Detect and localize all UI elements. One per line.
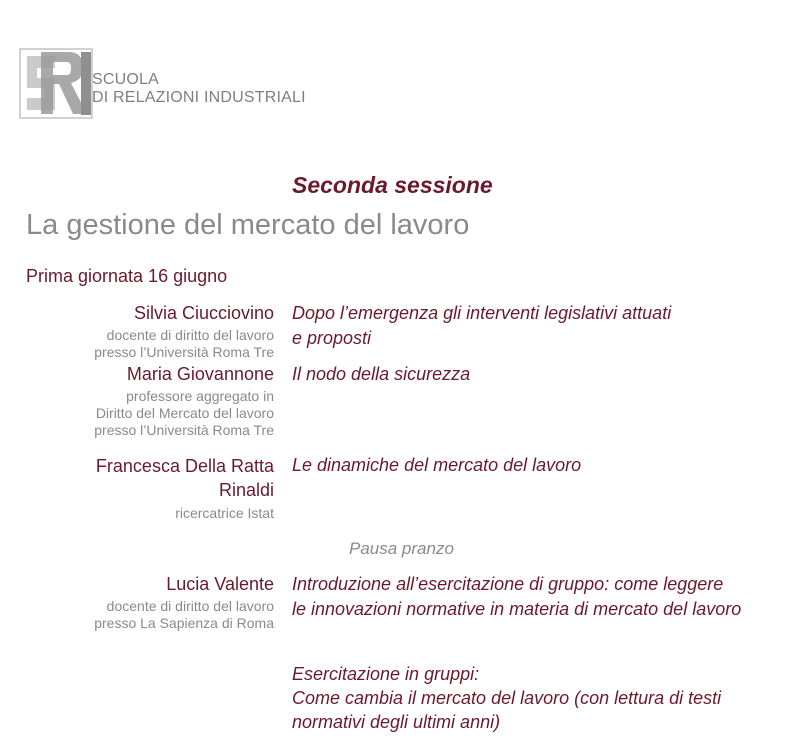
talk-title: Introduzione all’esercitazione di gruppo: come leggere [292,574,724,594]
speaker-role: presso l’Università Roma Tre [94,422,274,438]
workshop-text: Come cambia il mercato del lavoro (con lettura di testi [292,688,722,708]
speaker-role: Diritto del Mercato del lavoro [95,405,274,421]
speaker-role: professore aggregato in [126,388,274,404]
sri-monogram-icon [19,48,93,119]
speaker-role: presso La Sapienza di Roma [94,615,274,631]
talk-title: Il nodo della sicurezza [292,364,471,384]
day-heading: Prima giornata 16 giugno [26,266,228,286]
page-title: La gestione del mercato del lavoro [26,209,470,241]
talk-title: Dopo l’emergenza gli interventi legislativi attuati [292,303,672,323]
speaker-role: docente di diritto del lavoro [106,598,274,614]
speaker-name: Rinaldi [218,480,274,500]
session-label: Seconda sessione [292,172,493,198]
talk-title: e proposti [292,328,372,348]
speaker-role: docente di diritto del lavoro [106,327,274,343]
talk-title: le innovazioni normative in materia di mercato del lavoro [292,599,742,619]
speaker-name: Maria Giovannone [126,364,274,384]
speaker-name: Francesca Della Ratta [95,456,274,476]
speaker-role: presso l’Università Roma Tre [94,344,274,360]
speaker-name: Silvia Ciucciovino [133,303,274,323]
sri-logo [19,48,93,119]
speaker-name: Lucia Valente [166,574,274,594]
workshop-text: normativi degli ultimi anni) [292,712,501,732]
logo-line-2: DI RELAZIONI INDUSTRIALI [92,89,306,106]
speaker-role: ricercatrice Istat [175,505,274,521]
break-label: Pausa pranzo [349,539,454,558]
talk-title: Le dinamiche del mercato del lavoro [292,455,582,475]
logo-line-1: SCUOLA [92,71,159,88]
workshop-text: Esercitazione in gruppi: [292,664,480,684]
